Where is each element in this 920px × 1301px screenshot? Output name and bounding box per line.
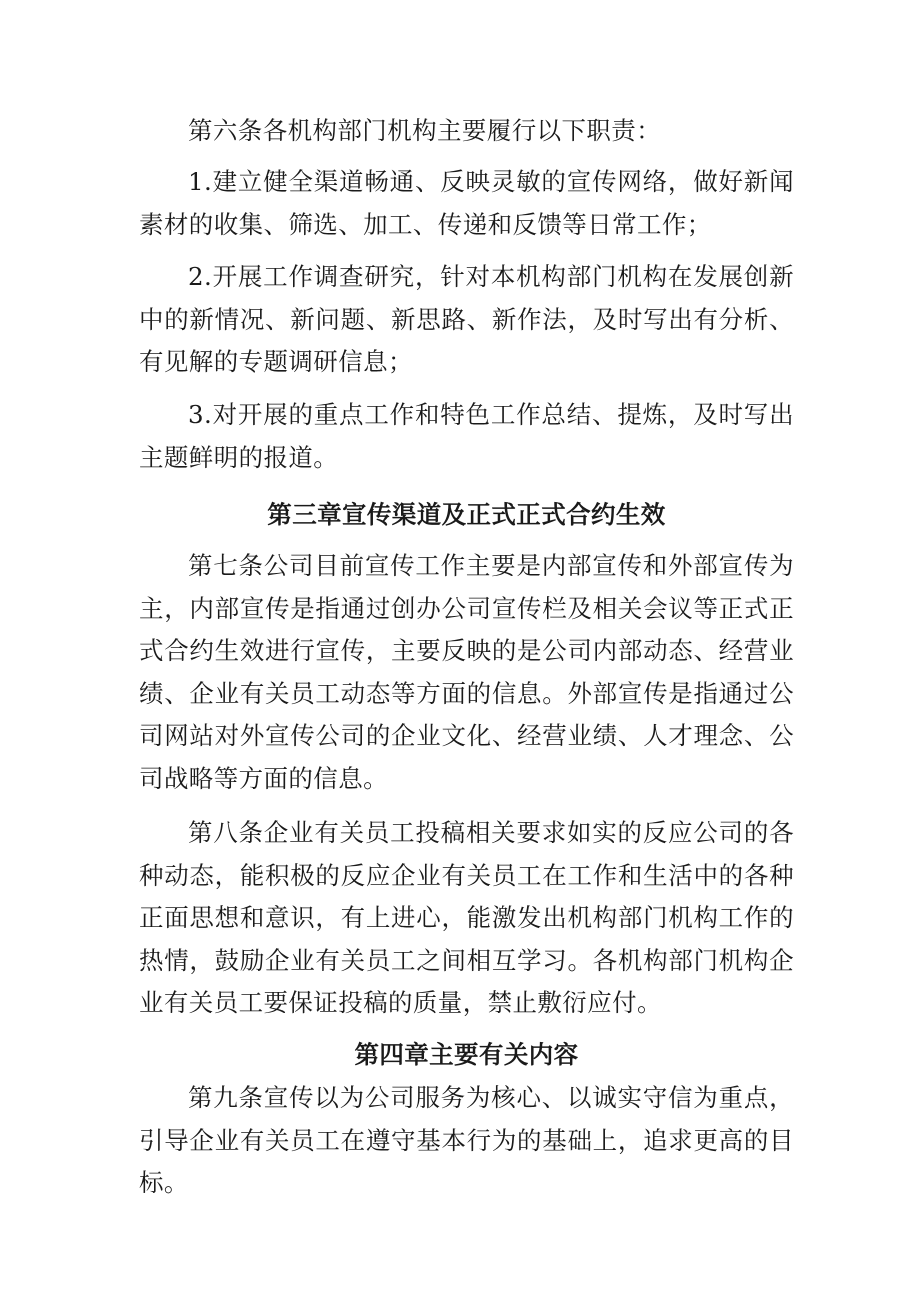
article6-item-1: 1.建立健全渠道畅通、反映灵敏的宣传网络，做好新闻素材的收集、筛选、加工、传递和反馈等日常工作； — [139, 167, 794, 239]
chapter-3-title: 第三章宣传渠道及正式正式合约生效 — [267, 500, 666, 529]
chapter-4-title: 第四章主要有关内容 — [354, 1040, 579, 1069]
article6-item-2: 2.开展工作调查研究，针对本机构部门机构在发展创新中的新情况、新问题、新思路、新作法，及时写出有分析、有见解的专题调研信息； — [139, 262, 794, 376]
article6-intro: 第六条各机构部门机构主要履行以下职责： — [188, 116, 662, 145]
article9: 第九条宣传以为公司服务为核心、以诚实守信为重点，引导企业有关员工在遵守基本行为的基础上，追求更高的目标。 — [139, 1083, 794, 1197]
article6-item-3: 3.对开展的重点工作和特色工作总结、提炼，及时写出主题鲜明的报道。 — [139, 400, 794, 472]
article7: 第七条公司目前宣传工作主要是内部宣传和外部宣传为主，内部宣传是指通过创办公司宣传栏及相关会议等正式正式合约生效进行宣传，主要反映的是公司内部动态、经营业绩、企业有关员工动态等方面的信息。外部宣传是指通过公司网站对外宣传公司的企业文化、经营业绩、人才理念、公司战略等方面的信息。 — [139, 551, 794, 793]
article8: 第八条企业有关员工投稿相关要求如实的反应公司的各种动态，能积极的反应企业有关员工在工作和生活中的各种正面思想和意识，有上进心，能激发出机构部门机构工作的热情，鼓励企业有关员工之间相互学习。各机构部门机构企业有关员工要保证投稿的质量，禁止敷衍应付。 — [139, 818, 794, 1017]
